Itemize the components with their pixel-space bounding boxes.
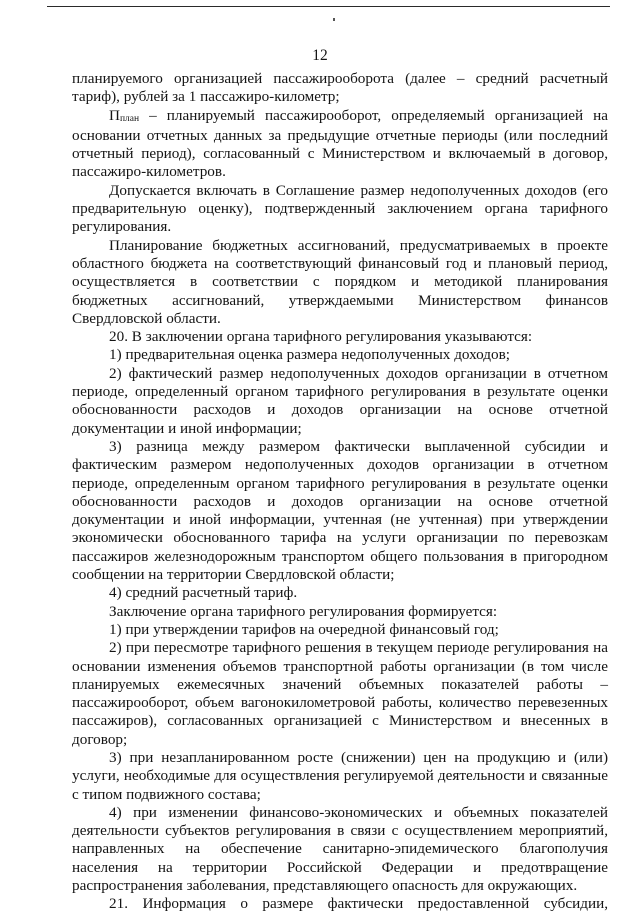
paragraph-text: – планируемый пассажирооборот, определяемый организацией на основании отчетных данных за предыдущие отчетные периоды (или последний отчетный период), согласованный с Министерством и включаемый в договор, пассажиро-километров.: [72, 106, 608, 181]
paragraph: [72, 603, 608, 621]
paragraph: [72, 346, 608, 364]
top-border-line: [47, 6, 610, 7]
paragraph-text: 4) средний расчетный тариф.: [109, 584, 298, 602]
paragraph-text: 20. В заключении органа тарифного регулирования указываются:: [109, 328, 533, 346]
paragraph-text: 2) фактический размер недополученных доходов организации в отчетном периоде, определенный органом тарифного регулирования в результате оценки обоснованности расходов и доходов организации на основе отчетной документации и иной информации;: [72, 364, 608, 437]
paragraph: [72, 804, 608, 895]
paragraph-text: Планирование бюджетных ассигнований, предусматриваемых в проекте областного бюджета на соответствующий финансовый год и плановый период, осуществляется в соответствии с порядком и методикой планирования бюджетных ассигнований, утверждаемыми Министерством финансов Свердловской области.: [72, 236, 608, 327]
paragraph: [72, 365, 608, 438]
paragraph: [72, 621, 608, 639]
paragraph-text: 21. Информация о размере фактически предоставленной субсидии,: [109, 895, 608, 913]
paragraph-text: 1) предварительная оценка размера недополученных доходов;: [109, 346, 511, 364]
paragraph-text: 3) при незапланированном росте (снижении) цен на продукцию и (или) услуги, необходимые для осуществления регулируемой деятельности и связанные с типом подвижного состава;: [72, 748, 608, 803]
scan-artifact-dot: [333, 18, 335, 21]
paragraph: [72, 639, 608, 749]
paragraph: [72, 584, 608, 602]
paragraph: [72, 70, 608, 107]
formula-symbol: П: [109, 106, 120, 124]
paragraph-text: 2) при пересмотре тарифного решения в текущем периоде регулирования на основании изменения объемов транспортной работы организации (в том числе планируемых ежемесячных значений объемных показателей работы – пассажирооборот, объем вагонокилометровой работы, количество перевезенных пассажиров), согласованных организацией с Министерством и внесенных в договор;: [72, 639, 608, 748]
paragraph: [72, 107, 608, 182]
paragraph: [72, 749, 608, 804]
paragraph-text: Заключение органа тарифного регулирования формируется:: [109, 602, 498, 620]
paragraph-text: Допускается включать в Соглашение размер недополученных доходов (его предварительную оценку), подтвержденный заключением органа тарифного регулирования.: [72, 181, 608, 236]
paragraph-text: 3) разница между размером фактически выплаченной субсидии и фактическим размером недополученных доходов организации в отчетном периоде, определенным органом тарифного регулирования в результате оценки обоснованности расходов и доходов организации на основе отчетной документации и иной информации, учтенная (не учтенная) при утверждении экономически обоснованного тарифа на услуги организации по перевозкам пассажиров железнодорожным транспортом общего пользования в пригородном сообщении на территории Свердловской области;: [72, 437, 608, 584]
page-number: 12: [312, 47, 328, 64]
paragraph: [72, 182, 608, 237]
paragraph-text: планируемого организацией пассажирооборота (далее – средний расчетный тариф), рублей за 1 пассажиро-километр;: [72, 70, 608, 106]
paragraph-text: 1) при утверждении тарифов на очередной финансовый год;: [109, 620, 499, 638]
formula-symbol-subscript: план: [119, 113, 140, 124]
paragraph: [72, 237, 608, 328]
document-body: [72, 70, 608, 914]
paragraph-text: 4) при изменении финансово-экономических и объемных показателей деятельности субъектов регулирования в связи с осуществлением мероприятий, направленных на обеспечение санитарно-эпидемического благополучия населения на территории Российской Федерации и предотвращение распространения заболевания, представляющего опасность для окружающих.: [72, 803, 608, 895]
paragraph: [72, 328, 608, 346]
paragraph: [72, 438, 608, 584]
